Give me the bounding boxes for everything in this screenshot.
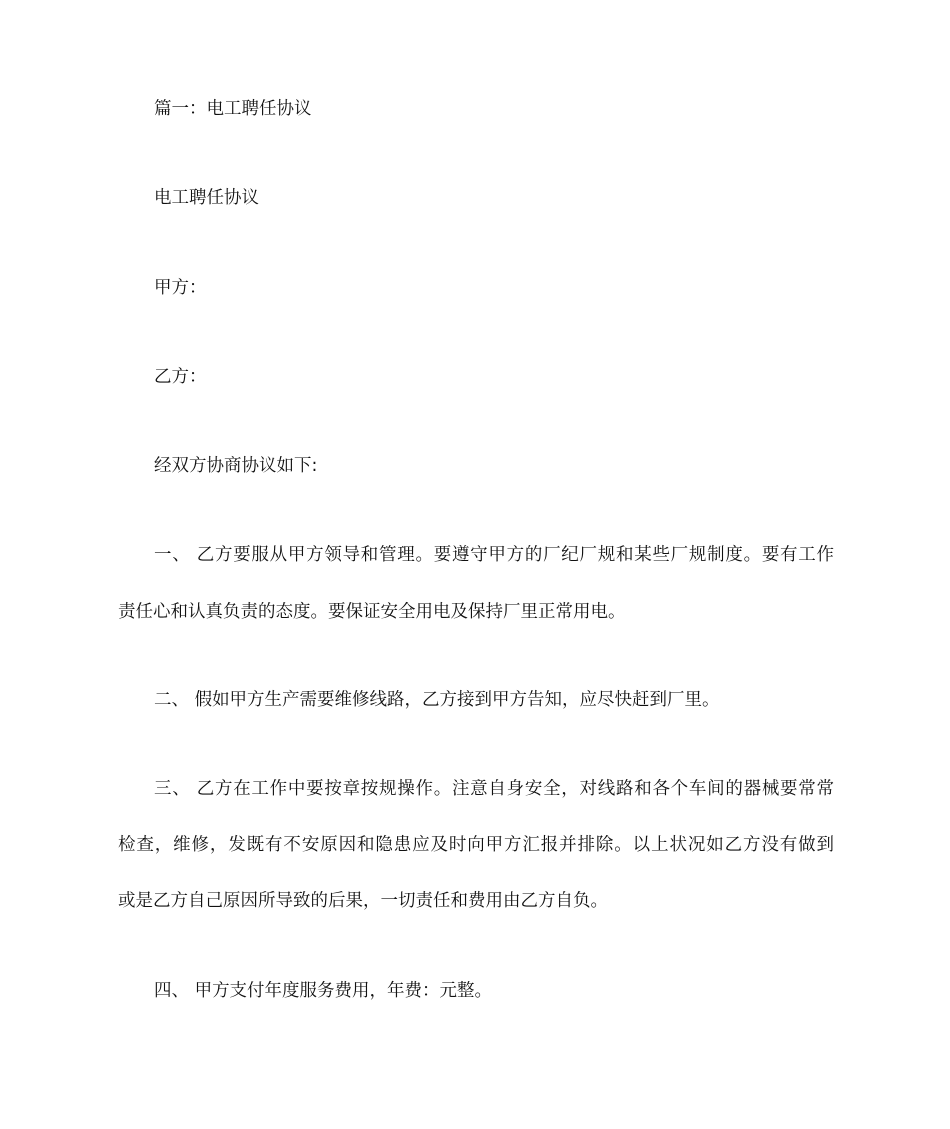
clause-1-line-2: 责任心和认真负责的态度。要保证安全用电及保持厂里正常用电。: [118, 602, 626, 622]
party-b-label: 乙方：: [154, 367, 207, 387]
section-heading: 篇一：电工聘任协议: [154, 99, 312, 119]
clause-4: 四、 甲方支付年度服务费用，年费：元整。: [154, 981, 493, 1001]
clause-3-line-2: 检查，维修，发既有不安原因和隐患应及时向甲方汇报并排除。以上状况如乙方没有做到: [118, 835, 834, 855]
clause-3-line-1: 三、 乙方在工作中要按章按规操作。注意自身安全，对线路和各个车间的器械要常常: [154, 779, 834, 799]
clause-3-line-3: 或是乙方自己原因所导致的后果，一切责任和费用由乙方自负。: [118, 891, 608, 911]
agreement-intro: 经双方协商协议如下:: [154, 456, 318, 476]
document-title: 电工聘任协议: [154, 188, 259, 208]
clause-2: 二、 假如甲方生产需要维修线路，乙方接到甲方告知，应尽快赶到厂里。: [154, 690, 720, 710]
party-a-label: 甲方：: [154, 278, 207, 298]
clause-1-line-1: 一、 乙方要服从甲方领导和管理。要遵守甲方的厂纪厂规和某些厂规制度。要有工作: [154, 545, 834, 565]
